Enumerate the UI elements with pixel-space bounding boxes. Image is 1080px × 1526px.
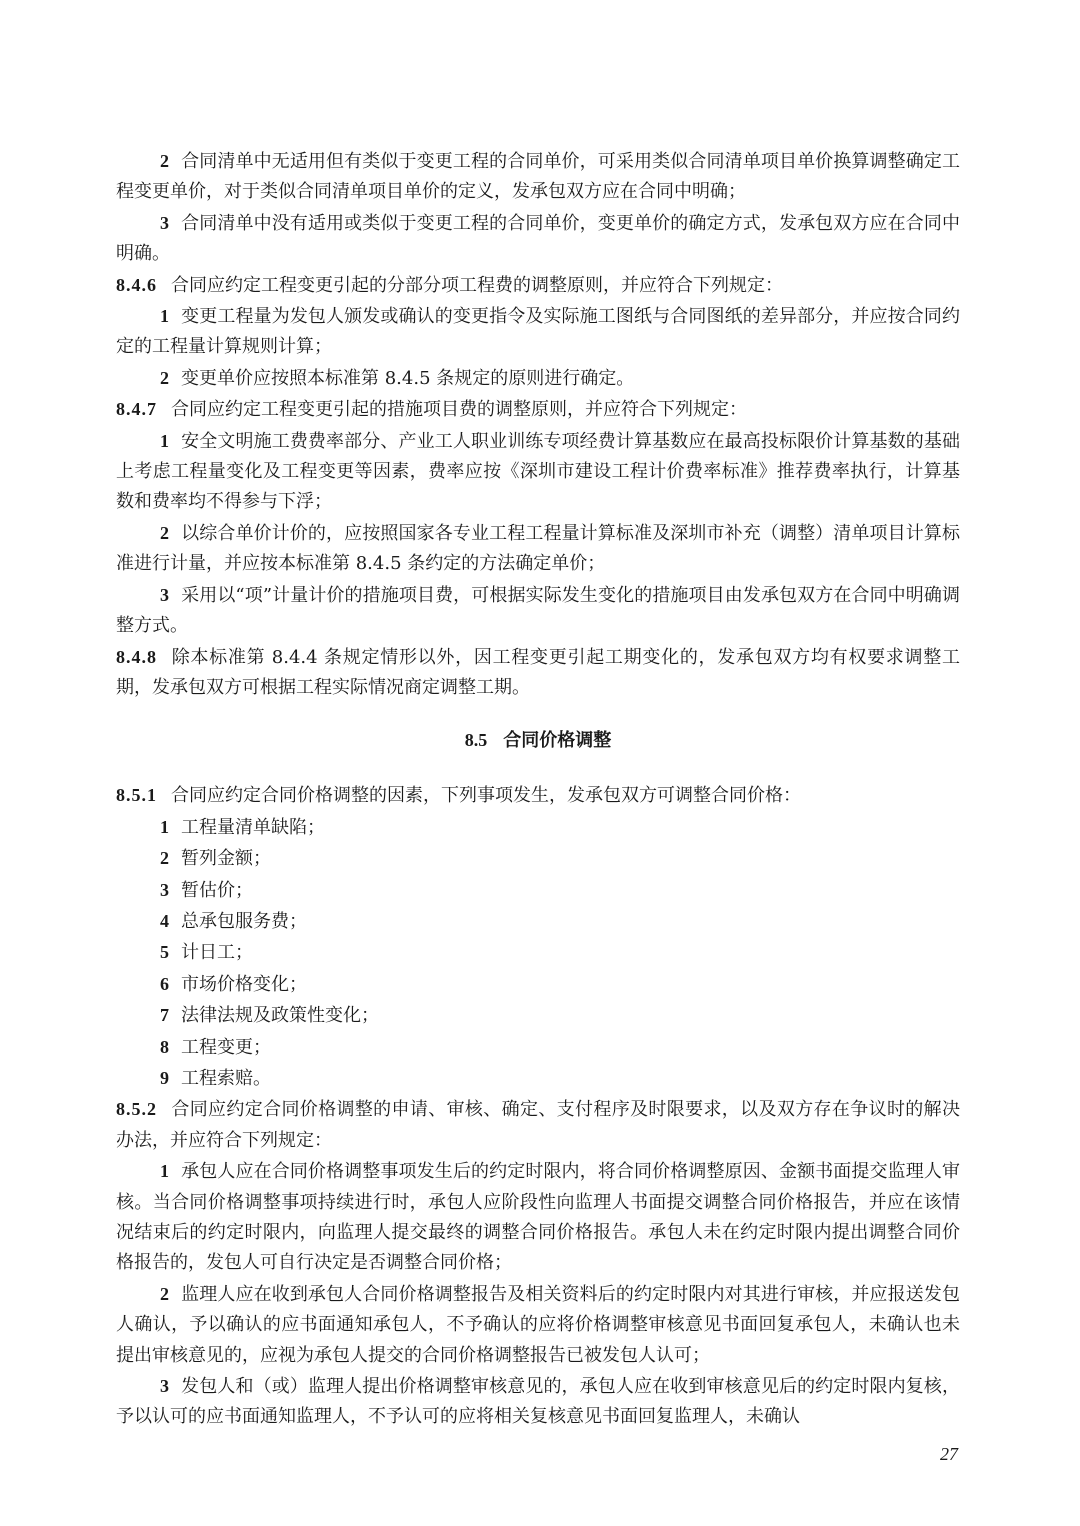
list-item xyxy=(116,812,960,843)
adjustment-factors-list xyxy=(116,812,960,1095)
clause-text: 合同应约定合同价格调整的因素，下列事项发生，发承包双方可调整合同价格： xyxy=(171,785,801,807)
clause-paragraph xyxy=(116,1094,960,1156)
item-number: 1 xyxy=(160,816,169,837)
item-text: 暂列金额； xyxy=(181,848,271,870)
list-item xyxy=(116,1032,960,1063)
numbered-item xyxy=(116,1371,960,1433)
clause-paragraph xyxy=(116,394,960,425)
clause-number: 8.4.8 xyxy=(116,646,157,667)
list-item xyxy=(116,1000,960,1031)
item-number: 3 xyxy=(160,212,169,233)
clause-paragraph xyxy=(116,270,960,301)
paragraph-text: 合同应约定工程变更引起的分部分项工程费的调整原则，并应符合下列规定： xyxy=(171,274,783,296)
clause-number: 8.5.2 xyxy=(116,1099,157,1120)
numbered-item xyxy=(116,146,960,208)
paragraph-text: 合同清单中无适用但有类似于变更工程的合同单价，可采用类似合同清单项目单价换算调整确定工程变更单价，对于类似合同清单项目单价的定义，发承包双方应在合同中明确； xyxy=(116,151,960,203)
numbered-item xyxy=(116,1156,960,1279)
list-item xyxy=(116,906,960,937)
item-number: 5 xyxy=(160,942,169,963)
item-number: 7 xyxy=(160,1005,169,1026)
list-item xyxy=(116,1063,960,1094)
top-paragraphs xyxy=(116,146,960,703)
paragraph-text: 合同清单中没有适用或类似于变更工程的合同单价，变更单价的确定方式，发承包双方应在合同中明确。 xyxy=(116,212,960,265)
numbered-item xyxy=(116,208,960,270)
item-number: 1 xyxy=(160,430,169,451)
item-number: 2 xyxy=(160,848,169,869)
item-number: 8 xyxy=(160,1036,169,1057)
page-number: 27 xyxy=(940,1444,958,1464)
clause-number: 8.4.7 xyxy=(116,399,157,420)
numbered-item xyxy=(116,518,960,580)
item-text: 计日工； xyxy=(181,942,253,964)
paragraph-text: 变更工程量为发包人颁发或确认的变更指令及实际施工图纸与合同图纸的差异部分，并应按合同约定的工程量计算规则计算； xyxy=(116,306,960,358)
paragraph-text: 发包人和（或）监理人提出价格调整审核意见的，承包人应在收到审核意见后的约定时限内复核，予以认可的应书面通知监理人，不予认可的应将相关复核意见书面回复监理人，未确认 xyxy=(116,1376,960,1428)
item-number: 3 xyxy=(160,584,169,605)
item-number: 1 xyxy=(160,1161,169,1182)
numbered-item xyxy=(116,301,960,363)
item-number: 3 xyxy=(160,1376,169,1397)
paragraph-text: 除本标准第 8.4.4 条规定情形以外，因工程变更引起工期变化的，发承包双方均有权要求调整工期，发承包双方可根据工程实际情况商定调整工期。 xyxy=(116,646,960,698)
list-item xyxy=(116,937,960,968)
paragraph-text: 合同应约定工程变更引起的措施项目费的调整原则，并应符合下列规定： xyxy=(171,399,747,421)
item-number: 2 xyxy=(160,1283,169,1304)
paragraph-text: 合同应约定合同价格调整的申请、审核、确定、支付程序及时限要求，以及双方存在争议时的解决办法，并应符合下列规定： xyxy=(116,1099,960,1151)
paragraph-text: 采用以“项”计量计价的措施项目费，可根据实际发生变化的措施项目由发承包双方在合同中明确调整方式。 xyxy=(116,584,960,637)
clause-number: 8.4.6 xyxy=(116,274,157,295)
numbered-item xyxy=(116,580,960,642)
list-item xyxy=(116,843,960,874)
bottom-paragraphs xyxy=(116,1094,960,1432)
item-text: 工程索赔。 xyxy=(181,1067,271,1089)
item-number: 6 xyxy=(160,973,169,994)
item-number: 3 xyxy=(160,879,169,900)
item-text: 工程量清单缺陷； xyxy=(181,816,325,838)
document-body xyxy=(116,146,960,1433)
item-text: 法律法规及政策性变化； xyxy=(181,1005,379,1027)
item-number: 2 xyxy=(160,522,169,543)
numbered-item xyxy=(116,363,960,394)
paragraph-text: 以综合单价计价的，应按照国家各专业工程工程量计算标准及深圳市补充（调整）清单项目计算标准进行计量，并应按本标准第 8.4.5 条约定的方法确定单价； xyxy=(116,522,960,575)
numbered-item xyxy=(116,426,960,518)
numbered-item xyxy=(116,1279,960,1371)
clause-8-5-1 xyxy=(116,780,960,811)
clause-paragraph xyxy=(116,642,960,704)
list-item xyxy=(116,875,960,906)
paragraph-text: 承包人应在合同价格调整事项发生后的约定时限内，将合同价格调整原因、金额书面提交监理人审核。当合同价格调整事项持续进行时，承包人应阶段性向监理人书面提交调整合同价格报告，并应在该情况结束后的约定时限内，向监理人提交最终的调整合同价格报告。承包人未在约定时限内提出调整合同价格报告的，发包人可自行决定是否调整合同价格； xyxy=(116,1161,960,1274)
section-heading xyxy=(116,725,960,756)
item-number: 2 xyxy=(160,367,169,388)
paragraph-text: 监理人应在收到承包人合同价格调整报告及相关资料后的约定时限内对其进行审核，并应报送发包人确认，予以确认的应书面通知承包人，不予确认的应将价格调整审核意见书面回复承包人，未确认也未提出审核意见的，应视为承包人提交的合同价格调整报告已被发包人认可； xyxy=(116,1283,960,1366)
section-number: 8.5 xyxy=(464,730,488,751)
item-text: 暂估价； xyxy=(181,879,253,901)
paragraph-text: 变更单价应按照本标准第 8.4.5 条规定的原则进行确定。 xyxy=(181,367,635,389)
list-item xyxy=(116,969,960,1000)
item-number: 9 xyxy=(160,1067,169,1088)
item-text: 总承包服务费； xyxy=(181,910,307,932)
section-title-text: 合同价格调整 xyxy=(503,730,612,752)
clause-number: 8.5.1 xyxy=(116,785,157,806)
item-number: 2 xyxy=(160,151,169,171)
item-text: 工程变更； xyxy=(181,1036,271,1058)
item-number: 1 xyxy=(160,306,169,327)
item-number: 4 xyxy=(160,910,169,931)
paragraph-text: 安全文明施工费费率部分、产业工人职业训练专项经费计算基数应在最高投标限价计算基数的基础上考虑工程量变化及工程变更等因素，费率应按《深圳市建设工程计价费率标准》推荐费率执行，计算基数和费率均不得参与下浮； xyxy=(116,430,960,513)
item-text: 市场价格变化； xyxy=(181,973,307,995)
